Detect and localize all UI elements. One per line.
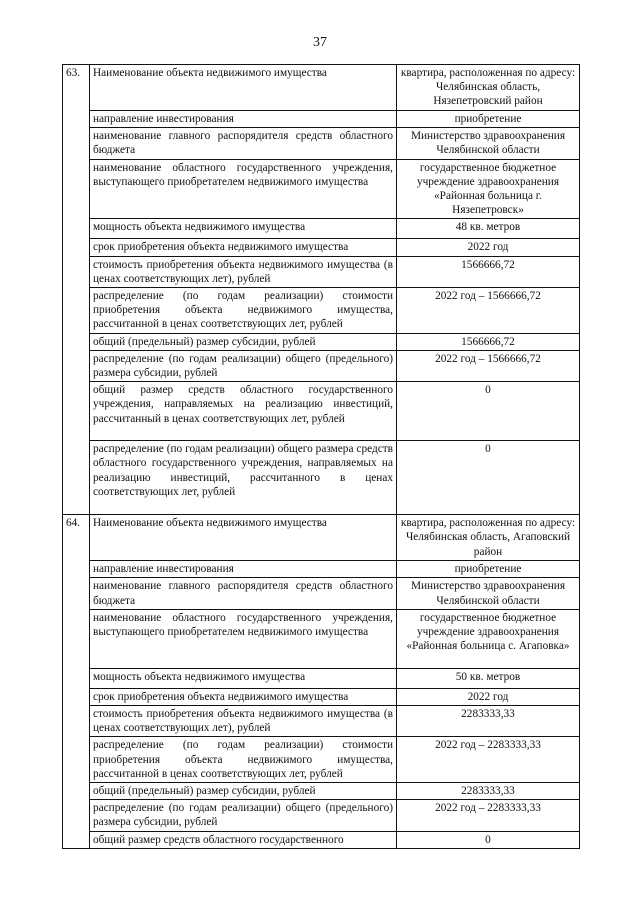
- row-label: распределение (по годам реализации) общего размера средств областного государственного учреждения, направляемых на реализацию инвестиций, рассчитанного в ценах соответствующих лет, рублей: [90, 441, 397, 515]
- row-value: приобретение: [397, 111, 580, 128]
- row-value: 2022 год – 1566666,72: [397, 288, 580, 334]
- row-value: квартира, расположенная по адресу: Челябинская область, Нязепетровский район: [397, 65, 580, 111]
- row-value: 0: [397, 382, 580, 441]
- row-label: наименование областного государственного учреждения, выступающего приобретателем недвижимого имущества: [90, 159, 397, 219]
- table-row: [63, 159, 580, 219]
- row-label: распределение (по годам реализации) стоимости приобретения объекта недвижимого имущества, рассчитанной в ценах соответствующих лет, рублей: [90, 737, 397, 783]
- table-row: [63, 333, 580, 350]
- row-label: направление инвестирования: [90, 561, 397, 578]
- row-label: общий (предельный) размер субсидии, рублей: [90, 783, 397, 800]
- row-value: государственное бюджетное учреждение здравоохранения «Районная больница с. Агаповка»: [397, 609, 580, 668]
- row-label: стоимость приобретения объекта недвижимого имущества (в ценах соответствующих лет), рублей: [90, 706, 397, 737]
- row-value: 2283333,33: [397, 783, 580, 800]
- investment-objects-table: [62, 64, 580, 849]
- row-label: общий размер средств областного государственного учреждения, направляемых на реализацию инвестиций, рассчитанный в ценах соответствующих лет, рублей: [90, 382, 397, 441]
- row-label: наименование главного распорядителя средств областного бюджета: [90, 128, 397, 159]
- table-row: [63, 350, 580, 381]
- page-number: 37: [313, 35, 327, 50]
- row-label: Наименование объекта недвижимого имущества: [90, 65, 397, 111]
- table-row: [63, 288, 580, 334]
- table-row: [63, 688, 580, 705]
- entry-number: 64.: [63, 515, 90, 849]
- row-label: распределение (по годам реализации) общего (предельного) размера субсидии, рублей: [90, 350, 397, 381]
- row-label: общий (предельный) размер субсидии, рублей: [90, 333, 397, 350]
- table-row: [63, 831, 580, 848]
- table-row: [63, 578, 580, 609]
- table-row: [63, 239, 580, 256]
- row-value: 1566666,72: [397, 333, 580, 350]
- table-row: [63, 783, 580, 800]
- table-row: [63, 65, 580, 111]
- table-row: [63, 111, 580, 128]
- row-value: 0: [397, 831, 580, 848]
- table-row: [63, 561, 580, 578]
- row-value: 2022 год – 2283333,33: [397, 737, 580, 783]
- row-value: Министерство здравоохранения Челябинской области: [397, 128, 580, 159]
- row-label: распределение (по годам реализации) стоимости приобретения объекта недвижимого имущества, рассчитанной в ценах соответствующих лет, рублей: [90, 288, 397, 334]
- row-label: срок приобретения объекта недвижимого имущества: [90, 688, 397, 705]
- row-label: направление инвестирования: [90, 111, 397, 128]
- row-label: срок приобретения объекта недвижимого имущества: [90, 239, 397, 256]
- row-value: государственное бюджетное учреждение здравоохранения «Районная больница г. Нязепетровск»: [397, 159, 580, 219]
- table-row: [63, 515, 580, 561]
- row-label: общий размер средств областного государственного: [90, 831, 397, 848]
- row-value: 1566666,72: [397, 256, 580, 287]
- table-body: [63, 65, 580, 849]
- row-value: 48 кв. метров: [397, 219, 580, 239]
- row-value: 2022 год – 1566666,72: [397, 350, 580, 381]
- row-value: 2283333,33: [397, 706, 580, 737]
- row-value: квартира, расположенная по адресу: Челябинская область, Агаповский район: [397, 515, 580, 561]
- row-label: мощность объекта недвижимого имущества: [90, 668, 397, 688]
- row-value: приобретение: [397, 561, 580, 578]
- row-label: мощность объекта недвижимого имущества: [90, 219, 397, 239]
- table-row: [63, 382, 580, 441]
- table-row: [63, 706, 580, 737]
- row-label: стоимость приобретения объекта недвижимого имущества (в ценах соответствующих лет), рублей: [90, 256, 397, 287]
- table-row: [63, 800, 580, 831]
- table-row: [63, 219, 580, 239]
- row-label: распределение (по годам реализации) общего (предельного) размера субсидии, рублей: [90, 800, 397, 831]
- row-value: 2022 год: [397, 688, 580, 705]
- table-row: [63, 256, 580, 287]
- row-value: Министерство здравоохранения Челябинской области: [397, 578, 580, 609]
- row-label: наименование областного государственного учреждения, выступающего приобретателем недвижимого имущества: [90, 609, 397, 668]
- row-value: 0: [397, 441, 580, 515]
- table-row: [63, 737, 580, 783]
- table-row: [63, 441, 580, 515]
- row-value: 50 кв. метров: [397, 668, 580, 688]
- table-row: [63, 609, 580, 668]
- table-row: [63, 128, 580, 159]
- row-value: 2022 год: [397, 239, 580, 256]
- row-value: 2022 год – 2283333,33: [397, 800, 580, 831]
- entry-number: 63.: [63, 65, 90, 515]
- table-row: [63, 668, 580, 688]
- row-label: наименование главного распорядителя средств областного бюджета: [90, 578, 397, 609]
- row-label: Наименование объекта недвижимого имущества: [90, 515, 397, 561]
